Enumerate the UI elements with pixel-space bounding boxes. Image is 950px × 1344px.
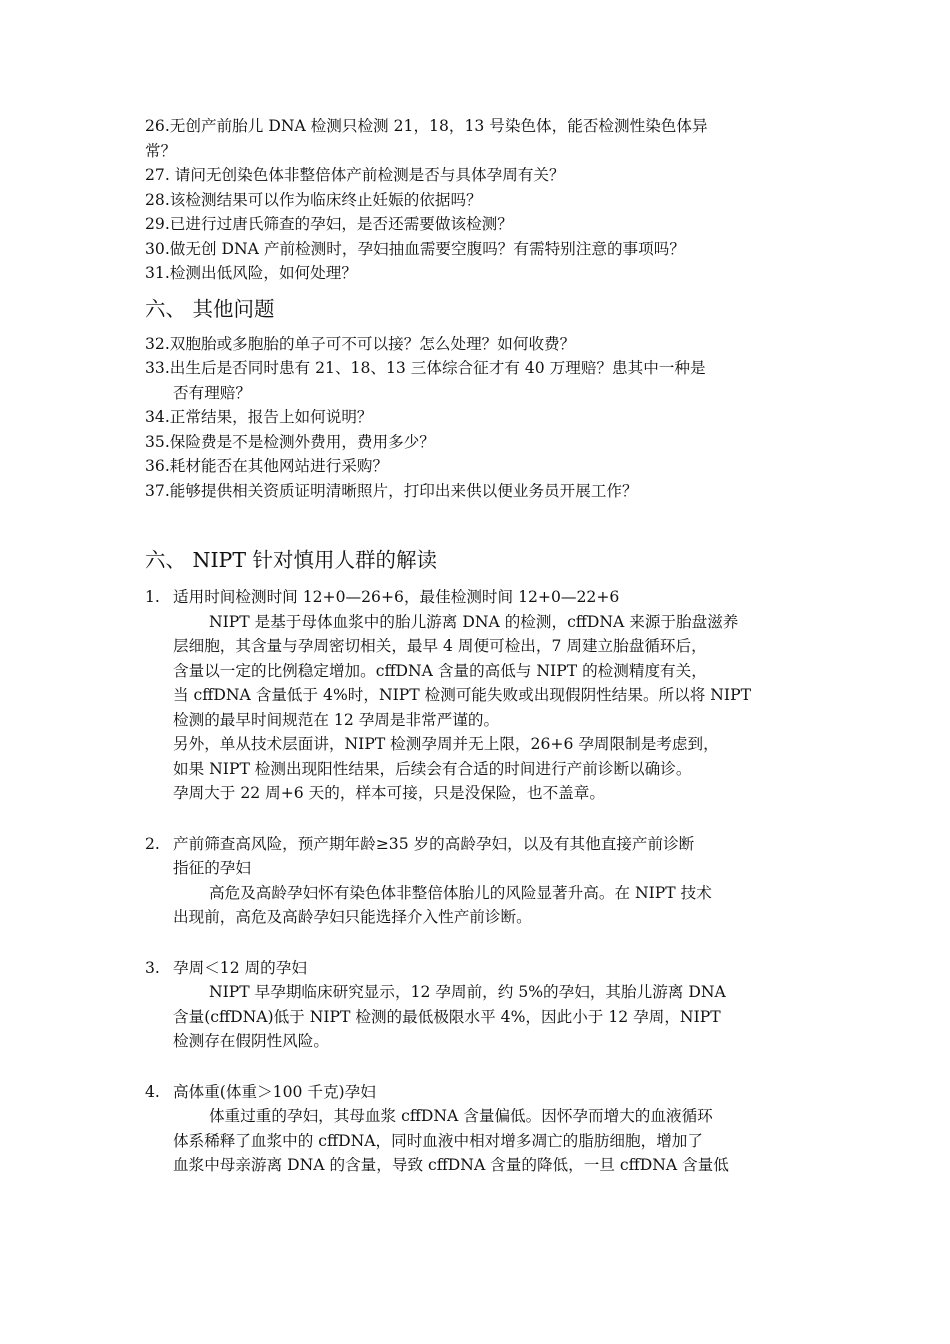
nipt-item-title: [145, 956, 817, 981]
nipt-item-paragraph-line: 检测的最早时间规范在 12 孕周是非常严谨的。: [173, 710, 500, 729]
nipt-item-paragraph-line: 体系稀释了血浆中的 cffDNA，同时血液中相对增多凋亡的脂肪细胞，增加了: [173, 1131, 703, 1150]
question-32: 32.双胞胎或多胞胎的单子可不可以接？怎么处理？如何收费？: [145, 334, 576, 353]
question-27: 27. 请问无创染色体非整倍体产前检测是否与具体孕周有关？: [145, 166, 565, 184]
nipt-item-title: [145, 1080, 817, 1105]
section-heading-nipt: 六、 NIPT 针对慎用人群的解读: [145, 548, 438, 572]
question-26-line-1: 26.无创产前胎儿 DNA 检测只检测 21，18，13 号染色体，能否检测性染色体异: [145, 117, 708, 135]
item-spacer: [145, 1054, 817, 1080]
nipt-item: [145, 956, 817, 1054]
nipt-item-title-text: 适用时间检测时间 12+0—26+6，最佳检测时间 12+0—22+6: [173, 588, 620, 606]
nipt-item-paragraph-line: NIPT 早孕期临床研究显示，12 孕周前，约 5%的孕妇，其胎儿游离 DNA: [209, 983, 726, 1001]
nipt-item-title-text: 孕周＜12 周的孕妇: [173, 958, 307, 977]
nipt-item-paragraph-line: 含量以一定的比例稳定增加。cffDNA 含量的高低与 NIPT 的检测精度有关，: [173, 661, 707, 680]
nipt-item-paragraph-line: 如果 NIPT 检测出现阳性结果，后续会有合适的时间进行产前诊断以确诊。: [173, 759, 692, 778]
nipt-item-paragraph-line: 血浆中母亲游离 DNA 的含量，导致 cffDNA 含量的降低，一旦 cffDNA 含量低: [173, 1156, 729, 1174]
nipt-item: [145, 585, 817, 806]
nipt-item-number: 3.: [145, 958, 160, 977]
nipt-item-number: 4.: [145, 1082, 160, 1101]
nipt-item-title-text: 产前筛查高风险，预产期年龄≥35 岁的高龄孕妇，以及有其他直接产前诊断: [173, 834, 695, 853]
nipt-item-paragraph-line: 孕周大于 22 周+6 天的，样本可接，只是没保险，也不盖章。: [173, 784, 605, 802]
nipt-item-title-text: 高体重(体重＞100 千克)孕妇: [173, 1082, 376, 1101]
item-spacer: [145, 930, 817, 956]
question-36: 36.耗材能否在其他网站进行采购？: [145, 457, 389, 475]
nipt-item-paragraph-line: 层细胞，其含量与孕周密切相关，最早 4 周便可检出，7 周建立胎盘循环后，: [173, 637, 707, 655]
section-heading-other-questions: 六、 其他问题: [145, 296, 275, 321]
nipt-item: [145, 832, 817, 930]
question-26-line-2: 常？: [145, 141, 177, 160]
nipt-item-title: [145, 832, 817, 857]
nipt-item-paragraph-line: 高危及高龄孕妇怀有染色体非整倍体胎儿的风险显著升高。在 NIPT 技术: [209, 883, 712, 902]
question-30: 30.做无创 DNA 产前检测时，孕妇抽血需要空腹吗？有需特别注意的事项吗？: [145, 239, 685, 258]
nipt-item-paragraph-line: NIPT 是基于母体血浆中的胎儿游离 DNA 的检测，cffDNA 来源于胎盘滋养: [209, 612, 739, 631]
question-33-line-1: 33.出生后是否同时患有 21、18、13 三体综合征才有 40 万理赔？患其中一种是: [145, 359, 706, 377]
question-34: 34.正常结果，报告上如何说明？: [145, 408, 373, 426]
question-28: 28.该检测结果可以作为临床终止妊娠的依据吗？: [145, 190, 482, 209]
nipt-item-paragraph-line: 检测存在假阴性风险。: [173, 1032, 329, 1050]
question-31: 31.检测出低风险，如何处理？: [145, 264, 357, 282]
nipt-item-paragraph-line: 出现前，高危及高龄孕妇只能选择介入性产前诊断。: [173, 908, 532, 926]
nipt-item-paragraph-line: 体重过重的孕妇，其母血浆 cffDNA 含量偏低。因怀孕而增大的血液循环: [209, 1107, 713, 1125]
document-content: [145, 114, 817, 1178]
nipt-item-paragraph-line: 当 cffDNA 含量低于 4%时，NIPT 检测可能失败或出现假阴性结果。所以将 NIPT: [173, 686, 751, 704]
question-33-line-2: 否有理赔？: [173, 383, 251, 402]
nipt-item-number: 2.: [145, 834, 160, 853]
nipt-item-paragraph-line: 另外，单从技术层面讲，NIPT 检测孕周并无上限，26+6 孕周限制是考虑到，: [173, 735, 719, 753]
nipt-item-title: [145, 585, 817, 610]
question-35: 35.保险费是不是检测外费用，费用多少？: [145, 432, 435, 451]
nipt-item-number: 1.: [145, 588, 160, 606]
question-29: 29.已进行过唐氏筛查的孕妇，是否还需要做该检测？: [145, 215, 513, 233]
nipt-item-list: [145, 585, 817, 1178]
nipt-item: [145, 1080, 817, 1178]
item-spacer: [145, 806, 817, 832]
question-37: 37.能够提供相关资质证明清晰照片，打印出来供以便业务员开展工作？: [145, 481, 638, 500]
nipt-item-title: 指征的孕妇: [173, 859, 251, 877]
nipt-item-paragraph-line: 含量(cffDNA)低于 NIPT 检测的最低极限水平 4%，因此小于 12 孕周，NIPT: [173, 1007, 721, 1026]
